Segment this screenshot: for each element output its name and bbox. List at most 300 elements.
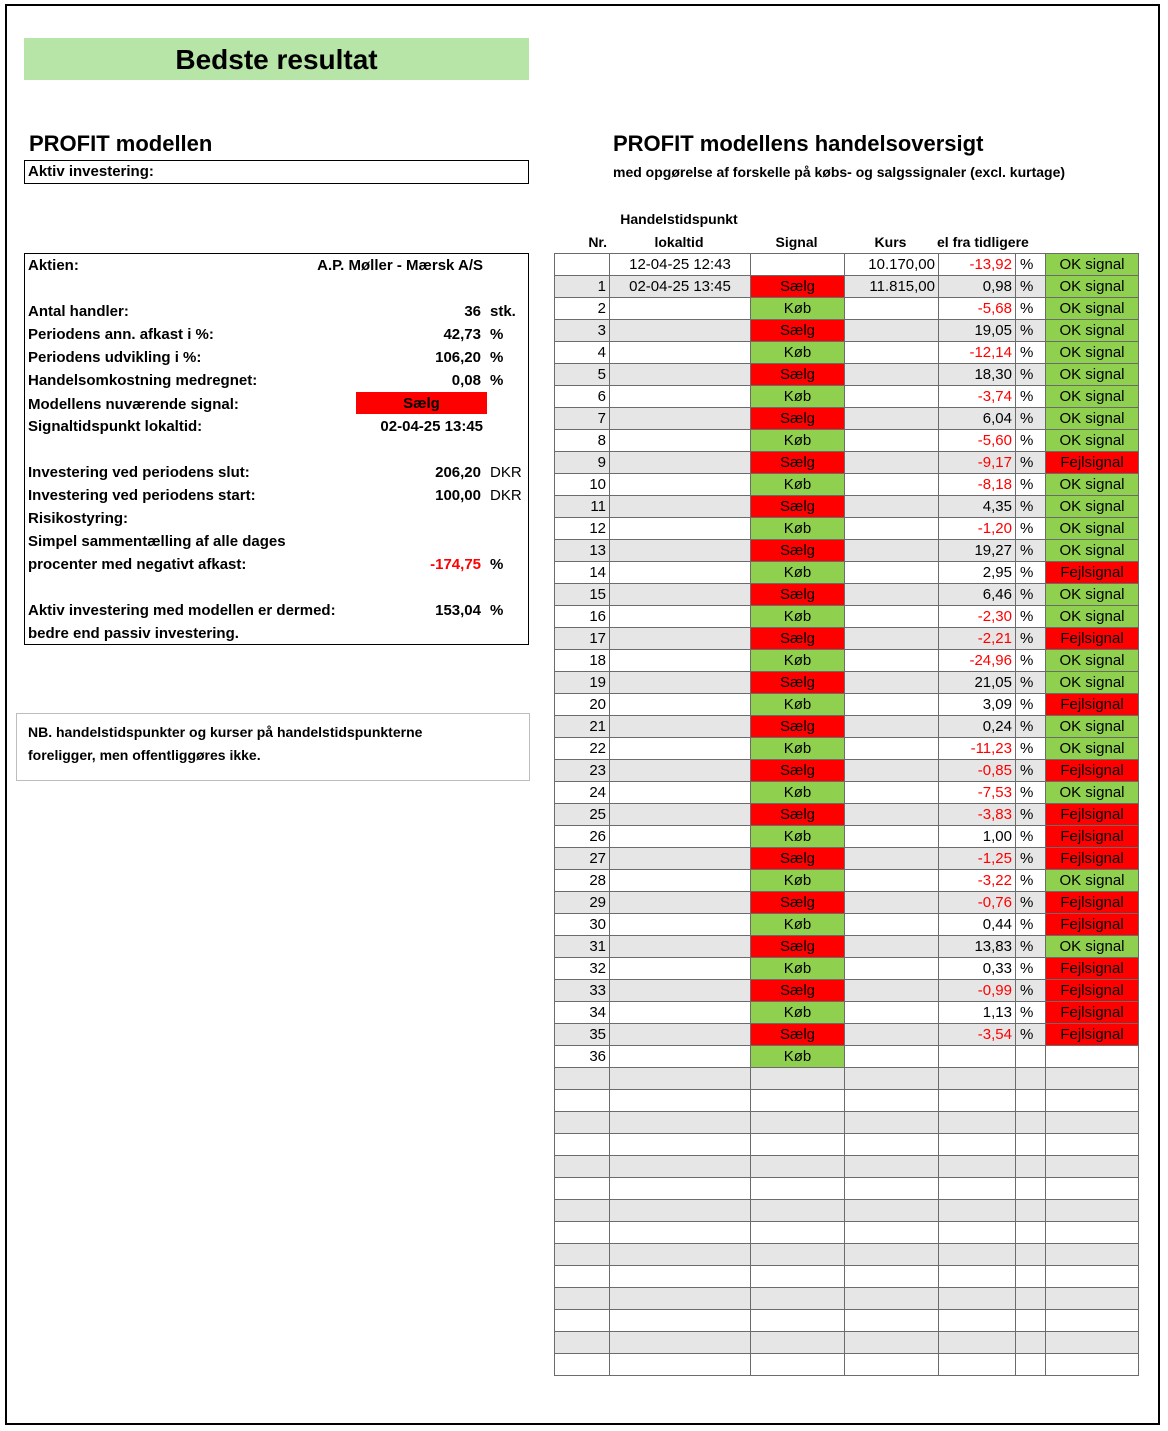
cell-empty <box>610 1222 751 1244</box>
cell-empty <box>939 1112 1016 1134</box>
active-investment-box <box>24 160 529 184</box>
cell-kurs <box>845 914 939 936</box>
cell-empty <box>1046 1178 1139 1200</box>
cell-signal: Sælg <box>751 408 845 430</box>
table-row <box>555 562 1139 584</box>
cell-signal: Køb <box>751 826 845 848</box>
stock-label: Aktien: <box>28 257 79 274</box>
cell-empty <box>1016 1112 1046 1134</box>
cell-pct: % <box>1016 1024 1046 1046</box>
cell-time <box>610 782 751 804</box>
simple-sum-value: -174,75 <box>430 556 481 573</box>
cell-change: -3,54 <box>939 1024 1016 1046</box>
cell-empty <box>939 1266 1016 1288</box>
active-investment-label: Aktiv investering: <box>28 163 154 180</box>
cell-pct <box>1016 1046 1046 1068</box>
cell-signal: Sælg <box>751 672 845 694</box>
cell-time <box>610 870 751 892</box>
trade-cost-label: Handelsomkostning medregnet: <box>28 372 258 389</box>
cell-pct: % <box>1016 958 1046 980</box>
cell-empty <box>555 1112 610 1134</box>
table-row <box>555 298 1139 320</box>
cell-signal: Sælg <box>751 1024 845 1046</box>
cell-empty <box>845 1222 939 1244</box>
stock-name: A.P. Møller - Mærsk A/S <box>317 257 483 274</box>
cell-nr: 16 <box>555 606 610 628</box>
cell-signal: Køb <box>751 694 845 716</box>
cell-empty <box>555 1068 610 1090</box>
cell-result: OK signal <box>1046 342 1139 364</box>
cell-empty <box>1046 1090 1139 1112</box>
cell-result: Fejlsignal <box>1046 694 1139 716</box>
table-row <box>555 892 1139 914</box>
cell-signal: Sælg <box>751 540 845 562</box>
cell-time: 02-04-25 13:45 <box>610 276 751 298</box>
cell-pct: % <box>1016 716 1046 738</box>
cell-kurs <box>845 980 939 1002</box>
cell-pct: % <box>1016 914 1046 936</box>
cell-kurs <box>845 650 939 672</box>
cell-time <box>610 672 751 694</box>
cell-result: Fejlsignal <box>1046 804 1139 826</box>
cell-result: OK signal <box>1046 738 1139 760</box>
table-row <box>555 980 1139 1002</box>
cell-time <box>610 760 751 782</box>
table-row-empty <box>555 1090 1139 1112</box>
cell-change: -0,85 <box>939 760 1016 782</box>
cell-time <box>610 320 751 342</box>
cell-result: OK signal <box>1046 276 1139 298</box>
cell-empty <box>1016 1244 1046 1266</box>
cell-result: Fejlsignal <box>1046 1024 1139 1046</box>
cell-result: Fejlsignal <box>1046 892 1139 914</box>
table-row <box>555 584 1139 606</box>
cell-result: Fejlsignal <box>1046 958 1139 980</box>
table-row-empty <box>555 1354 1139 1376</box>
banner-title: Bedste resultat <box>24 38 529 80</box>
annual-return-value: 42,73 <box>443 326 481 343</box>
cell-empty <box>751 1134 845 1156</box>
annual-return-unit: % <box>490 326 504 343</box>
cell-empty <box>751 1178 845 1200</box>
cell-pct: % <box>1016 870 1046 892</box>
cell-empty <box>845 1266 939 1288</box>
cell-empty <box>751 1244 845 1266</box>
cell-kurs <box>845 672 939 694</box>
cell-result: OK signal <box>1046 716 1139 738</box>
cell-result: Fejlsignal <box>1046 760 1139 782</box>
cell-result: OK signal <box>1046 474 1139 496</box>
cell-kurs <box>845 320 939 342</box>
cell-change: 18,30 <box>939 364 1016 386</box>
cell-empty <box>610 1090 751 1112</box>
cell-empty <box>1046 1112 1139 1134</box>
cell-time <box>610 584 751 606</box>
cell-empty <box>1046 1134 1139 1156</box>
table-row-empty <box>555 1112 1139 1134</box>
cell-result: Fejlsignal <box>1046 628 1139 650</box>
cell-nr: 10 <box>555 474 610 496</box>
cell-kurs <box>845 540 939 562</box>
cell-pct: % <box>1016 474 1046 496</box>
cell-pct: % <box>1016 826 1046 848</box>
cell-result: Fejlsignal <box>1046 1002 1139 1024</box>
cell-empty <box>845 1178 939 1200</box>
simple-sum-unit: % <box>490 556 504 573</box>
cell-nr: 26 <box>555 826 610 848</box>
cell-change: -1,25 <box>939 848 1016 870</box>
table-row <box>555 606 1139 628</box>
left-title: PROFIT modellen <box>29 131 213 156</box>
cell-empty <box>939 1288 1016 1310</box>
cell-pct: % <box>1016 1002 1046 1024</box>
cell-change: 0,98 <box>939 276 1016 298</box>
cell-nr: 35 <box>555 1024 610 1046</box>
signal-time-value: 02-04-25 13:45 <box>380 418 483 435</box>
cell-empty <box>610 1112 751 1134</box>
cell-nr: 13 <box>555 540 610 562</box>
cell-kurs <box>845 826 939 848</box>
cell-result: OK signal <box>1046 782 1139 804</box>
cell-empty <box>939 1332 1016 1354</box>
cell-result: Fejlsignal <box>1046 562 1139 584</box>
cell-change: 1,13 <box>939 1002 1016 1024</box>
cell-empty <box>555 1310 610 1332</box>
cell-time <box>610 386 751 408</box>
cell-change: -3,83 <box>939 804 1016 826</box>
table-row <box>555 1046 1139 1068</box>
cell-empty <box>555 1244 610 1266</box>
cell-change: 13,83 <box>939 936 1016 958</box>
cell-kurs <box>845 892 939 914</box>
cell-signal: Køb <box>751 342 845 364</box>
cell-result: Fejlsignal <box>1046 914 1139 936</box>
cell-signal: Sælg <box>751 320 845 342</box>
cell-nr: 34 <box>555 1002 610 1024</box>
cell-change: -0,76 <box>939 892 1016 914</box>
cell-signal: Sælg <box>751 892 845 914</box>
cell-empty <box>555 1134 610 1156</box>
table-row-empty <box>555 1288 1139 1310</box>
cell-nr: 12 <box>555 518 610 540</box>
cell-kurs <box>845 1046 939 1068</box>
cell-empty <box>845 1200 939 1222</box>
cell-time: 12-04-25 12:43 <box>610 254 751 276</box>
note-line2: foreligger, men offentliggøres ikke. <box>28 747 261 763</box>
cell-kurs <box>845 1024 939 1046</box>
cell-empty <box>1016 1134 1046 1156</box>
cell-pct: % <box>1016 694 1046 716</box>
cell-time <box>610 980 751 1002</box>
col-header-time-line1: Handelstidspunkt <box>620 211 738 227</box>
cell-pct: % <box>1016 562 1046 584</box>
cell-empty <box>751 1090 845 1112</box>
cell-change: 0,44 <box>939 914 1016 936</box>
trade-cost-unit: % <box>490 372 504 389</box>
cell-kurs <box>845 936 939 958</box>
table-row <box>555 782 1139 804</box>
cell-empty <box>751 1068 845 1090</box>
cell-empty <box>845 1310 939 1332</box>
cell-signal: Sælg <box>751 496 845 518</box>
note-line1: NB. handelstidspunkter og kurser på handelstidspunkterne <box>28 724 423 740</box>
cell-time <box>610 298 751 320</box>
cell-change: 3,09 <box>939 694 1016 716</box>
cell-signal: Sælg <box>751 980 845 1002</box>
cell-result: OK signal <box>1046 408 1139 430</box>
col-header-nr: Nr. <box>588 234 607 250</box>
cell-change: -24,96 <box>939 650 1016 672</box>
cell-signal: Køb <box>751 650 845 672</box>
simple-sum-line2: procenter med negativt afkast: <box>28 556 247 573</box>
cell-pct: % <box>1016 804 1046 826</box>
cell-kurs <box>845 804 939 826</box>
cell-kurs <box>845 518 939 540</box>
cell-kurs <box>845 584 939 606</box>
cell-kurs <box>845 848 939 870</box>
table-row-empty <box>555 1134 1139 1156</box>
cell-time <box>610 408 751 430</box>
cell-signal <box>751 254 845 276</box>
cell-signal: Sælg <box>751 760 845 782</box>
cell-empty <box>1046 1200 1139 1222</box>
cell-result: Fejlsignal <box>1046 452 1139 474</box>
cell-result: Fejlsignal <box>1046 826 1139 848</box>
cell-pct: % <box>1016 980 1046 1002</box>
cell-kurs <box>845 694 939 716</box>
cell-time <box>610 540 751 562</box>
cell-empty <box>845 1156 939 1178</box>
cell-empty <box>555 1222 610 1244</box>
table-row <box>555 430 1139 452</box>
investment-start-label: Investering ved periodens start: <box>28 487 256 504</box>
cell-pct: % <box>1016 606 1046 628</box>
cell-kurs <box>845 298 939 320</box>
cell-kurs <box>845 562 939 584</box>
cell-signal: Køb <box>751 518 845 540</box>
cell-pct: % <box>1016 496 1046 518</box>
right-subtitle: med opgørelse af forskelle på købs- og salgssignaler (excl. kurtage) <box>613 164 1066 180</box>
cell-pct: % <box>1016 276 1046 298</box>
table-row <box>555 936 1139 958</box>
cell-kurs <box>845 1002 939 1024</box>
cell-change: 0,33 <box>939 958 1016 980</box>
cell-change: -2,30 <box>939 606 1016 628</box>
cell-empty <box>1046 1156 1139 1178</box>
cell-empty <box>1016 1354 1046 1376</box>
cell-change: 19,27 <box>939 540 1016 562</box>
cell-nr: 22 <box>555 738 610 760</box>
cell-empty <box>751 1266 845 1288</box>
cell-empty <box>939 1178 1016 1200</box>
cell-kurs <box>845 738 939 760</box>
cell-empty <box>1046 1332 1139 1354</box>
cell-empty <box>1016 1178 1046 1200</box>
cell-result: OK signal <box>1046 936 1139 958</box>
cell-kurs <box>845 474 939 496</box>
cell-empty <box>939 1068 1016 1090</box>
cell-empty <box>751 1332 845 1354</box>
cell-empty <box>845 1090 939 1112</box>
cell-pct: % <box>1016 628 1046 650</box>
table-row <box>555 452 1139 474</box>
cell-empty <box>845 1354 939 1376</box>
cell-nr: 3 <box>555 320 610 342</box>
cell-result: OK signal <box>1046 870 1139 892</box>
cell-nr: 21 <box>555 716 610 738</box>
cell-kurs <box>845 716 939 738</box>
cell-empty <box>1046 1222 1139 1244</box>
cell-empty <box>555 1354 610 1376</box>
cell-pct: % <box>1016 408 1046 430</box>
cell-pct: % <box>1016 782 1046 804</box>
cell-empty <box>939 1134 1016 1156</box>
cell-empty <box>845 1134 939 1156</box>
table-row <box>555 958 1139 980</box>
result-line1: Aktiv investering med modellen er dermed: <box>28 602 336 619</box>
cell-kurs: 11.815,00 <box>845 276 939 298</box>
table-row-empty <box>555 1068 1139 1090</box>
trades-value: 36 <box>464 303 481 320</box>
col-header-change: el fra tidligere <box>937 234 1029 250</box>
cell-empty <box>610 1310 751 1332</box>
cell-time <box>610 848 751 870</box>
current-signal-label: Modellens nuværende signal: <box>28 396 239 413</box>
cell-change: -5,60 <box>939 430 1016 452</box>
cell-kurs <box>845 364 939 386</box>
cell-pct: % <box>1016 386 1046 408</box>
cell-nr: 25 <box>555 804 610 826</box>
cell-change: 2,95 <box>939 562 1016 584</box>
table-row <box>555 408 1139 430</box>
cell-change: -5,68 <box>939 298 1016 320</box>
cell-change: -7,53 <box>939 782 1016 804</box>
cell-pct: % <box>1016 540 1046 562</box>
cell-kurs <box>845 496 939 518</box>
cell-pct: % <box>1016 892 1046 914</box>
cell-nr: 18 <box>555 650 610 672</box>
cell-signal: Køb <box>751 562 845 584</box>
cell-nr: 6 <box>555 386 610 408</box>
table-row <box>555 914 1139 936</box>
cell-nr: 19 <box>555 672 610 694</box>
cell-empty <box>610 1288 751 1310</box>
cell-time <box>610 628 751 650</box>
cell-kurs <box>845 430 939 452</box>
cell-pct: % <box>1016 848 1046 870</box>
cell-kurs <box>845 386 939 408</box>
cell-empty <box>845 1068 939 1090</box>
disclaimer-note <box>16 713 530 781</box>
cell-result: OK signal <box>1046 386 1139 408</box>
cell-change: -3,22 <box>939 870 1016 892</box>
cell-time <box>610 826 751 848</box>
trade-cost-value: 0,08 <box>451 372 481 389</box>
cell-signal: Køb <box>751 1002 845 1024</box>
cell-empty <box>751 1112 845 1134</box>
cell-pct: % <box>1016 430 1046 452</box>
cell-change: -8,18 <box>939 474 1016 496</box>
investment-end-value: 206,20 <box>435 464 481 481</box>
cell-empty <box>610 1134 751 1156</box>
cell-nr: 5 <box>555 364 610 386</box>
cell-empty <box>845 1112 939 1134</box>
cell-change: -13,92 <box>939 254 1016 276</box>
cell-empty <box>845 1332 939 1354</box>
cell-change: -1,20 <box>939 518 1016 540</box>
signal-time-label: Signaltidspunkt lokaltid: <box>28 418 203 435</box>
table-row-empty <box>555 1222 1139 1244</box>
result-line2: bedre end passiv investering. <box>28 625 239 642</box>
cell-empty <box>555 1266 610 1288</box>
cell-nr: 24 <box>555 782 610 804</box>
cell-empty <box>610 1156 751 1178</box>
cell-change: -0,99 <box>939 980 1016 1002</box>
cell-pct: % <box>1016 320 1046 342</box>
cell-empty <box>751 1310 845 1332</box>
table-row-empty <box>555 1310 1139 1332</box>
cell-signal: Sælg <box>751 452 845 474</box>
cell-result: OK signal <box>1046 584 1139 606</box>
cell-nr: 33 <box>555 980 610 1002</box>
cell-pct: % <box>1016 298 1046 320</box>
table-row-empty <box>555 1156 1139 1178</box>
cell-nr: 1 <box>555 276 610 298</box>
trades-unit: stk. <box>490 303 516 320</box>
table-row <box>555 870 1139 892</box>
cell-pct: % <box>1016 364 1046 386</box>
cell-nr: 32 <box>555 958 610 980</box>
investment-end-label: Investering ved periodens slut: <box>28 464 250 481</box>
cell-empty <box>1046 1068 1139 1090</box>
cell-change: -11,23 <box>939 738 1016 760</box>
cell-empty <box>939 1090 1016 1112</box>
risk-label: Risikostyring: <box>28 510 129 527</box>
cell-empty <box>845 1244 939 1266</box>
cell-empty <box>610 1332 751 1354</box>
cell-nr: 29 <box>555 892 610 914</box>
cell-result: OK signal <box>1046 540 1139 562</box>
cell-change <box>939 1046 1016 1068</box>
cell-time <box>610 606 751 628</box>
cell-signal: Køb <box>751 1046 845 1068</box>
table-row <box>555 276 1139 298</box>
cell-time <box>610 738 751 760</box>
table-row-empty <box>555 1266 1139 1288</box>
cell-empty <box>1016 1090 1046 1112</box>
cell-empty <box>751 1156 845 1178</box>
col-header-time-line2: lokaltid <box>654 234 704 250</box>
cell-kurs <box>845 628 939 650</box>
cell-nr: 28 <box>555 870 610 892</box>
table-row <box>555 760 1139 782</box>
cell-empty <box>1016 1288 1046 1310</box>
cell-result: OK signal <box>1046 254 1139 276</box>
table-row-empty <box>555 1178 1139 1200</box>
table-row <box>555 738 1139 760</box>
trades-label: Antal handler: <box>28 303 129 320</box>
cell-empty <box>1046 1244 1139 1266</box>
cell-signal: Sælg <box>751 936 845 958</box>
cell-empty <box>1016 1068 1046 1090</box>
cell-empty <box>939 1200 1016 1222</box>
cell-nr: 36 <box>555 1046 610 1068</box>
cell-empty <box>751 1222 845 1244</box>
right-title: PROFIT modellens handelsoversigt <box>613 131 984 156</box>
col-header-kurs: Kurs <box>874 234 907 250</box>
cell-change: -2,21 <box>939 628 1016 650</box>
cell-nr: 15 <box>555 584 610 606</box>
